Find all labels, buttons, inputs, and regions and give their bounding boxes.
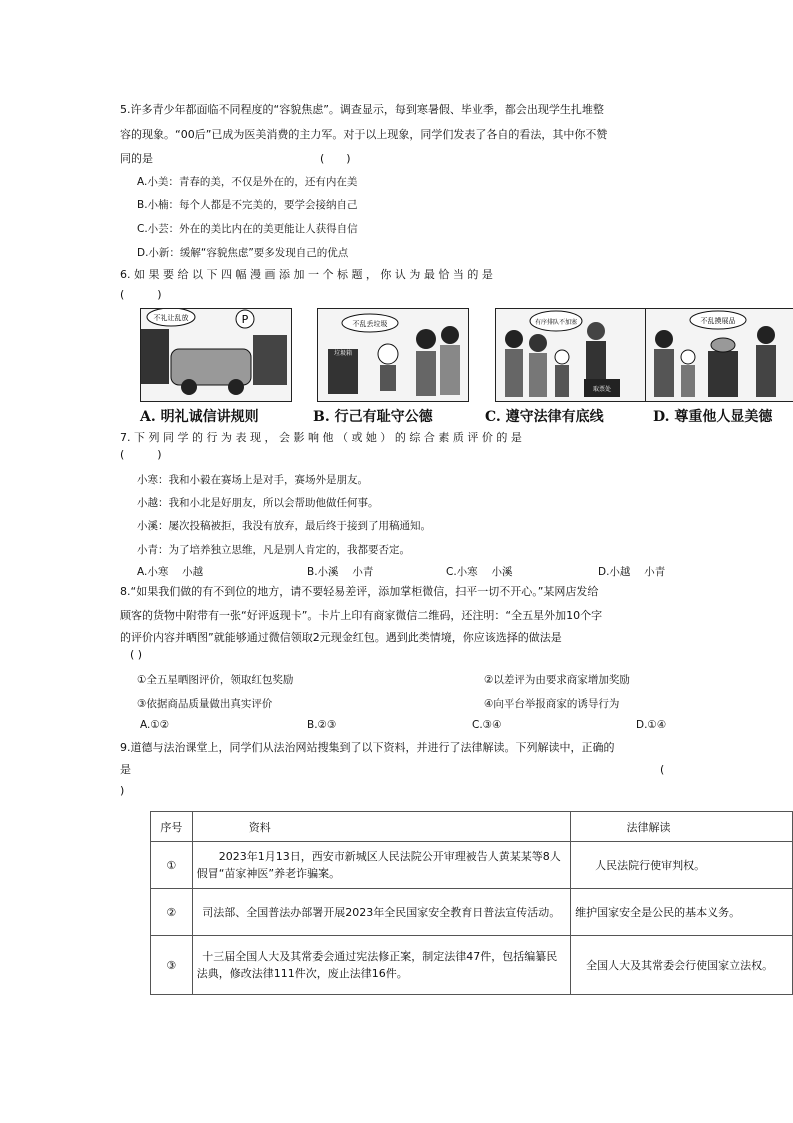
- q7-option-d: D.小越 小青: [598, 566, 666, 578]
- q5-line3: 同的是: [120, 152, 153, 165]
- q8-option-d: D.①④: [636, 719, 667, 731]
- q9-line2: 是: [120, 763, 131, 776]
- q9-paren-close: ): [120, 784, 125, 797]
- q5-line2: 容的现象。“00后”已成为医美消费的主力军。对于以上现象，同学们发表了各自的看法，其中你不赞: [120, 128, 608, 141]
- bubble-b: 不乱丢垃圾: [352, 320, 388, 328]
- q6-caption-d: D. 尊重他人显美德: [653, 409, 773, 425]
- row-reading: 人民法院行使审判权。: [571, 842, 793, 889]
- q6-caption-a: A. 明礼诚信讲规则: [140, 409, 259, 425]
- q7-statement-1: 小寒：我和小毅在赛场上是对手，赛场外是朋友。: [137, 474, 368, 486]
- q8-choice-3: ③依据商品质量做出真实评价: [137, 698, 273, 710]
- trash-sign: 垃圾箱: [333, 350, 353, 357]
- header-reading: 法律解读: [571, 812, 793, 842]
- table-row: [151, 936, 793, 995]
- row-reading: 维护国家安全是公民的基本义务。: [571, 889, 793, 936]
- parking-sign: P: [241, 313, 249, 326]
- bubble-a: 不礼让乱放: [153, 314, 189, 322]
- q7-option-c: C.小寒 小溪: [446, 566, 513, 578]
- q7-option-a: A.小寒 小越: [137, 566, 204, 578]
- cartoon-a-drawing: [141, 309, 291, 401]
- q9-line1: 9.道德与法治课堂上，同学们从法治网站搜集到了以下资料，并进行了法律解读。下列解读中，正确的: [120, 741, 615, 754]
- q7-paren: ( ): [120, 448, 162, 461]
- row-reading: 全国人大及其常委会行使国家立法权。: [571, 936, 793, 995]
- header-material: 资料: [192, 812, 570, 842]
- cartoon-b: [317, 308, 469, 402]
- q9-paren-open: (: [660, 763, 665, 776]
- row-material: 2023年1月13日，西安市新城区人民法院公开审理被告人黄某某等8人假冒“苗家神医”养老诈骗案。: [192, 842, 570, 889]
- q5-option-c: C.小芸：外在的美比内在的美更能让人获得自信: [137, 223, 358, 235]
- q8-line3: 的评价内容并晒图”就能够通过微信领取2元现金红包。遇到此类情境，你应该选择的做法是: [120, 631, 562, 644]
- q5-option-b: B.小楠：每个人都是不完美的，要学会接纳自己: [137, 199, 358, 211]
- table-row: [151, 842, 793, 889]
- q6-paren: ( ): [120, 288, 162, 301]
- q8-option-a: A.①②: [140, 719, 170, 731]
- q6-caption-c: C. 遵守法律有底线: [485, 409, 604, 425]
- header-no: 序号: [151, 812, 193, 842]
- bubble-d: 不乱摸展品: [700, 317, 736, 325]
- q8-option-c: C.③④: [472, 719, 502, 731]
- cartoon-b-drawing: [318, 309, 468, 401]
- q8-choice-2: ②以差评为由要求商家增加奖励: [484, 674, 630, 686]
- table-row: [151, 889, 793, 936]
- q7-statement-3: 小溪：屡次投稿被拒，我没有放弃，最后终于接到了用稿通知。: [137, 520, 431, 532]
- q8-paren: ( ): [130, 648, 143, 661]
- row-no: ①: [151, 842, 193, 889]
- q7-statement-2: 小越：我和小北是好朋友，所以会帮助他做任何事。: [137, 497, 379, 509]
- q5-paren: ( ): [320, 152, 351, 165]
- cartoon-c: [495, 308, 647, 402]
- law-table-header: [151, 812, 793, 842]
- bubble-c: 有序排队不加塞: [534, 319, 578, 326]
- q8-option-b: B.②③: [307, 719, 337, 731]
- row-material: 十三届全国人大及其常委会通过宪法修正案，制定法律47件，包括编纂民法典，修改法律111件次，废止法律16件。: [192, 936, 570, 995]
- q7-line1: 7. 下 列 同 学 的 行 为 表 现 ， 会 影 响 他 （ 或 她 ） 的 综 合 素 质 评 价 的 是: [120, 431, 522, 444]
- q8-choice-4: ④向平台举报商家的诱导行为: [484, 698, 620, 710]
- cartoon-d-drawing: [646, 309, 793, 401]
- row-no: ③: [151, 936, 193, 995]
- q8-choice-1: ①全五星晒图评价，领取红包奖励: [137, 674, 294, 686]
- cartoon-d: [645, 308, 793, 402]
- ticket-sign: 取票处: [592, 386, 612, 393]
- q7-option-b: B.小溪 小青: [307, 566, 374, 578]
- q5-option-d: D.小新：缓解“容貌焦虑”要多发现自己的优点: [137, 247, 349, 259]
- row-no: ②: [151, 889, 193, 936]
- q5-line1: 5.许多青少年都面临不同程度的“容貌焦虑”。调查显示，每到寒暑假、毕业季，都会出现学生扎堆整: [120, 103, 604, 116]
- q5-option-a: A.小美：青春的美，不仅是外在的，还有内在美: [137, 176, 358, 188]
- q8-line2: 顾客的货物中附带有一张“好评返现卡”。卡片上印有商家微信二维码，还注明：“全五星外加10个字: [120, 609, 603, 622]
- q6-line1: 6. 如 果 要 给 以 下 四 幅 漫 画 添 加 一 个 标 题 ， 你 认 为 最 恰 当 的 是: [120, 268, 493, 281]
- law-table: [150, 811, 793, 995]
- q7-statement-4: 小青：为了培养独立思维，凡是别人肯定的，我都要否定。: [137, 544, 410, 556]
- cartoon-a: [140, 308, 292, 402]
- q8-line1: 8.“如果我们做的有不到位的地方，请不要轻易差评，添加掌柜微信，扫平一切不开心。”某网店发给: [120, 585, 599, 598]
- row-material: 司法部、全国普法办部署开展2023年全民国家安全教育日普法宣传活动。: [192, 889, 570, 936]
- q6-caption-b: B. 行己有耻守公德: [313, 409, 433, 425]
- cartoon-c-drawing: [496, 309, 646, 401]
